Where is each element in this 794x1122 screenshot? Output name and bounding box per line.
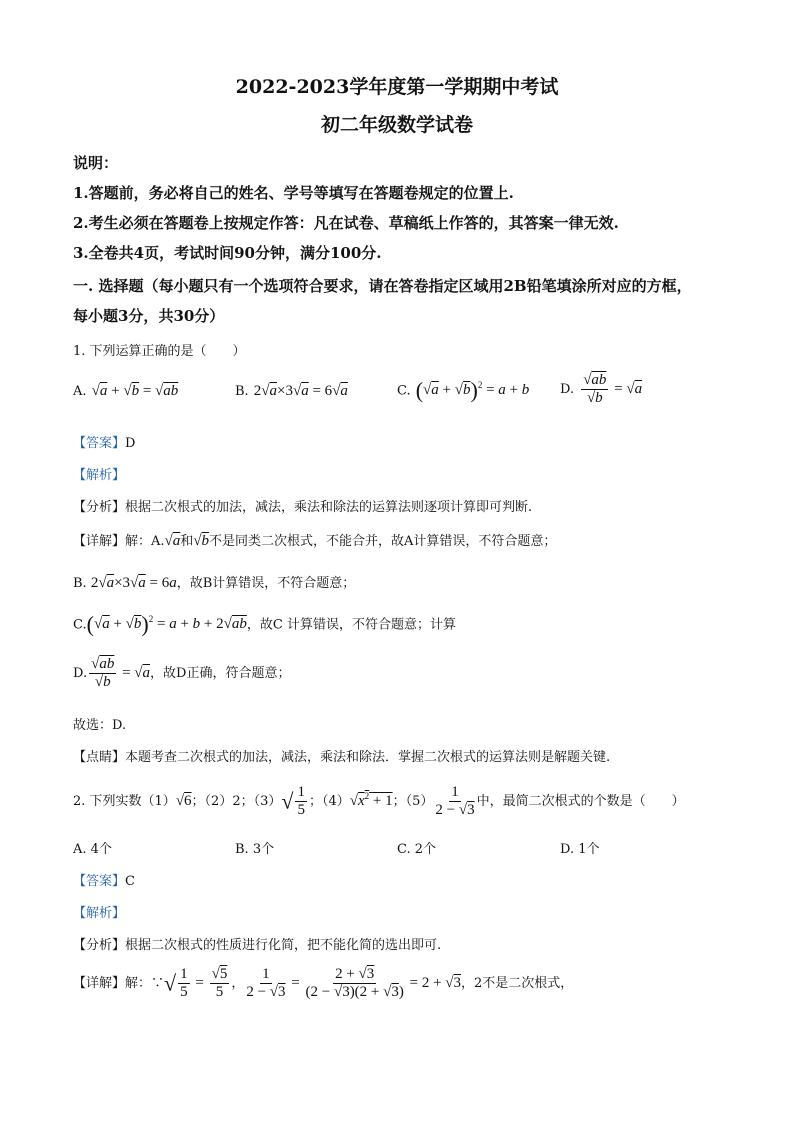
answer-value: C bbox=[125, 874, 135, 889]
q1-option-c bbox=[397, 378, 529, 404]
fenxi-tag: 【分析】 bbox=[73, 500, 126, 515]
exam-title: 2022-2023学年度第一学期期中考试 bbox=[235, 76, 559, 98]
detail-d-pre: D. bbox=[73, 666, 88, 682]
q1-choose: 故选：D. bbox=[73, 718, 127, 733]
detail-d-post: ，故D正确，符合题意； bbox=[150, 666, 291, 682]
detail-c-formula: $(√a + √b)^2 = a + b + 2√ab$ bbox=[86, 612, 247, 637]
detail-tag: 【详解】 bbox=[73, 534, 126, 549]
q2-sqrt6: √6 bbox=[175, 793, 192, 810]
q1-option-b-formula: 2√a×3√a = 6√a bbox=[253, 383, 348, 399]
q1-detail-b bbox=[73, 572, 355, 592]
answer-tag: 【答案】 bbox=[73, 436, 126, 451]
q1-option-d bbox=[560, 372, 642, 408]
q2-option-d: D. 1个 bbox=[560, 842, 600, 857]
section-heading-line-2: 每小题3分，共30分） bbox=[73, 307, 225, 325]
q1-option-d-formula: $\frac{√ab}{√b}$ = √a bbox=[583, 372, 643, 407]
q1-option-a-label: A. bbox=[73, 384, 87, 399]
q1-option-b bbox=[235, 380, 348, 400]
q2-detail-post: ，2不是二次根式， bbox=[461, 976, 574, 992]
instruction-line-1: 1.答题前，务必将自己的姓名、学号等填写在答题卷规定的位置上. bbox=[73, 184, 514, 202]
q2-option-c: C. 2个 bbox=[397, 842, 437, 857]
q1-option-c-formula: $(√a + √b)^2 = a + b$ bbox=[415, 378, 530, 403]
q2-stem-pre: 2. 下列实数（1） bbox=[73, 794, 176, 810]
q1-option-d-label: D. bbox=[560, 382, 575, 398]
q1-option-a-formula: √a + √b = √ab bbox=[91, 383, 179, 399]
instruction-line-2: 2.考生必须在答题卷上按规定作答：凡在试卷、草稿纸上作答的，其答案一律无效. bbox=[73, 214, 619, 232]
detail-b-pre: B. bbox=[73, 576, 87, 591]
section-heading-line-1: 一. 选择题（每小题只有一个选项符合要求，请在答卷指定区域用2B铅笔填涂所对应的方框， bbox=[73, 277, 692, 295]
detail-b-formula: 2√a×3√a = 6a bbox=[90, 575, 177, 591]
q1-stem: 1. 下列运算正确的是（ ） bbox=[73, 344, 246, 359]
detail-a-pre: 解：A. bbox=[125, 534, 165, 549]
q2-fenxi bbox=[73, 934, 441, 953]
q2-sqrt-1-5: √ $\frac{1}{5}$ bbox=[281, 784, 305, 819]
fenxi-text: 根据二次根式的性质进行化简，把不能化简的选出即可. bbox=[125, 938, 442, 953]
dianjing-tag: 【点睛】 bbox=[73, 750, 126, 765]
instruction-line-3: 3.全卷共4页，考试时间90分钟，满分100分. bbox=[73, 244, 382, 262]
q1-fenxi bbox=[73, 496, 532, 515]
detail-b-post: ，故B计算错误，不符合题意； bbox=[176, 576, 356, 591]
q1-analysis-tag: 【解析】 bbox=[73, 468, 126, 483]
q2-sqrt-x2-1: $√x^2 + 1$ bbox=[349, 791, 393, 810]
sqrt-a: √a bbox=[164, 533, 181, 549]
detail-a-and: 和 bbox=[180, 534, 194, 549]
q2-stem-s5: 中，最简二次根式的个数是（ ） bbox=[476, 794, 685, 810]
q2-detail-pre: 解：∵ bbox=[125, 976, 165, 992]
q2-stem-s3: ；（4） bbox=[308, 794, 350, 810]
detail-c-pre: C. bbox=[73, 617, 87, 633]
detail-a-post: 不是同类二次根式，不能合并，故A计算错误，不符合题意； bbox=[209, 534, 557, 549]
q1-detail-d bbox=[73, 656, 290, 692]
q2-stem-s2: ；（2）2；（3） bbox=[191, 794, 282, 810]
q1-option-a bbox=[73, 380, 178, 400]
q2-detail-mid: ， bbox=[231, 976, 245, 992]
q2-stem-s4: ；（5） bbox=[392, 794, 434, 810]
instructions-heading: 说明： bbox=[73, 154, 119, 172]
fenxi-text: 根据二次根式的加法，减法，乘法和除法的运算法则逐项计算即可判断. bbox=[125, 500, 533, 515]
q1-detail-a bbox=[73, 530, 556, 550]
fenxi-tag: 【分析】 bbox=[73, 938, 126, 953]
q2-detail-formula-1: √ $\frac{1}{5}$ = $\frac{√5}{5}$ bbox=[164, 966, 228, 1001]
detail-d-formula: $\frac{√ab}{√b}$ = √a bbox=[91, 656, 151, 691]
q2-analysis-tag: 【解析】 bbox=[73, 906, 126, 921]
exam-subtitle: 初二年级数学试卷 bbox=[320, 114, 473, 136]
q1-option-c-label: C. bbox=[397, 383, 411, 399]
q2-stem bbox=[73, 784, 685, 820]
q2-frac-2-sqrt3: $\frac{1}{2 - √3}$ bbox=[435, 784, 475, 819]
detail-c-post: ，故C 计算错误，不符合题意；计算 bbox=[246, 617, 456, 633]
q2-answer bbox=[73, 870, 135, 889]
q1-detail-c bbox=[73, 612, 456, 638]
dianjing-text: 本题考查二次根式的加法，减法，乘法和除法．掌握二次根式的运算法则是解题关键. bbox=[125, 750, 611, 765]
q2-detail bbox=[73, 966, 573, 1002]
q1-dianjing bbox=[73, 746, 610, 765]
q2-option-a: A. 4个 bbox=[73, 842, 112, 857]
q2-detail-formula-2: $\frac{1}{2 - √3}$ = $\frac{2 + √3}{(2 - √3)(2 + √3)}$ = 2 + √3 bbox=[246, 966, 462, 1001]
q2-option-b: B. 3个 bbox=[235, 842, 275, 857]
sqrt-b: √b bbox=[193, 533, 210, 549]
answer-tag: 【答案】 bbox=[73, 874, 126, 889]
q1-answer bbox=[73, 432, 135, 451]
answer-value: D bbox=[125, 436, 136, 451]
detail-tag: 【详解】 bbox=[73, 976, 126, 992]
q1-option-b-label: B. bbox=[235, 384, 249, 399]
